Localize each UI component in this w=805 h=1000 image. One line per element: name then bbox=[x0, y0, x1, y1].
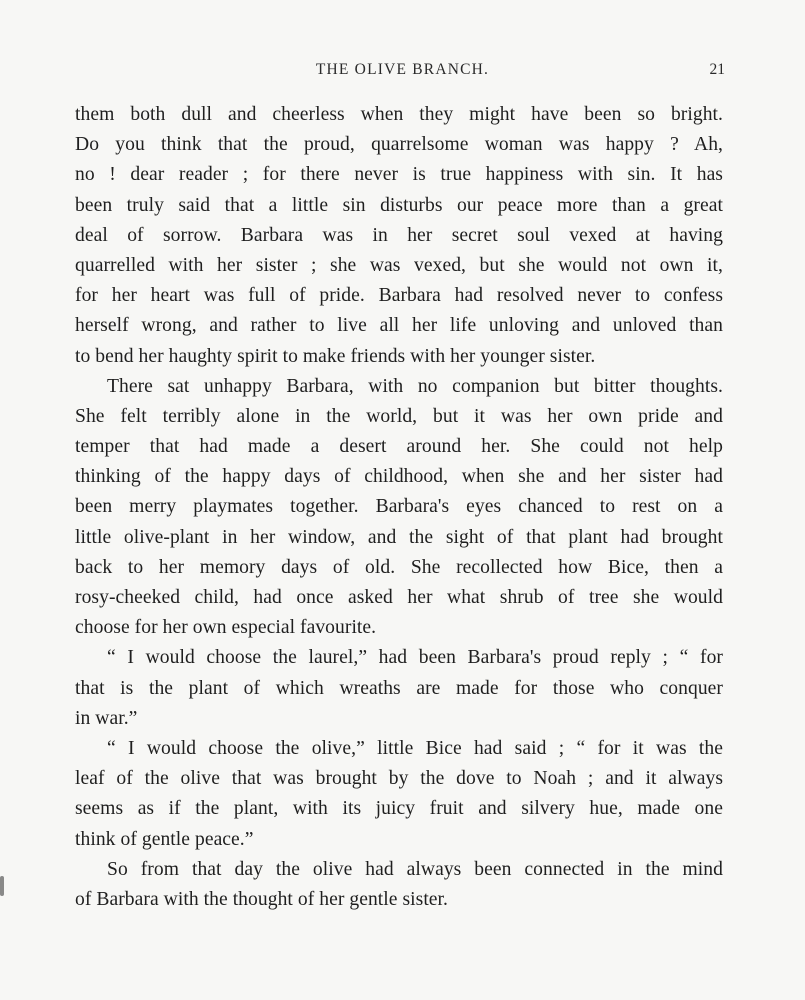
text-line: think of gentle peace.” bbox=[75, 828, 254, 850]
text-line: to bend her haughty spirit to make friends with her younger sister. bbox=[75, 345, 596, 367]
text-line: little olive-plant in her window, and the sight of that plant had brought bbox=[75, 526, 723, 548]
text-line: deal of sorrow. Barbara was in her secret soul vexed at having bbox=[75, 224, 723, 246]
text-line: leaf of the olive that was brought by the dove to Noah ; and it always bbox=[75, 768, 723, 790]
text-line: So from that day the olive had always been connected in the mind bbox=[107, 858, 723, 880]
text-line: thinking of the happy days of childhood, when she and her sister had bbox=[75, 466, 723, 488]
text-line: Do you think that the proud, quarrelsome woman was happy ? Ah, bbox=[75, 134, 723, 156]
text-line: them both dull and cheerless when they might have been so bright. bbox=[75, 104, 723, 125]
text-line: been truly said that a little sin disturbs our peace more than a great bbox=[75, 194, 723, 216]
running-head bbox=[0, 61, 805, 83]
text-line: for her heart was full of pride. Barbara had resolved never to confess bbox=[75, 285, 723, 307]
page-number: 21 bbox=[709, 61, 725, 78]
text-line: that is the plant of which wreaths are made for those who conquer bbox=[75, 677, 723, 699]
margin-smudge bbox=[0, 876, 4, 896]
text-line: She felt terribly alone in the world, but it was her own pride and bbox=[75, 405, 723, 427]
running-title: THE OLIVE BRANCH. bbox=[315, 61, 490, 78]
body-text bbox=[75, 100, 723, 915]
text-line: no ! dear reader ; for there never is true happiness with sin. It has bbox=[75, 164, 723, 186]
text-line: There sat unhappy Barbara, with no companion but bitter thoughts. bbox=[107, 375, 723, 397]
text-line: rosy-cheeked child, had once asked her what shrub of tree she would bbox=[75, 587, 723, 608]
text-line: quarrelled with her sister ; she was vexed, but she would not own it, bbox=[75, 254, 723, 276]
text-line: been merry playmates together. Barbara's eyes chanced to rest on a bbox=[75, 496, 723, 518]
text-line: “ I would choose the olive,” little Bice had said ; “ for it was the bbox=[107, 737, 723, 759]
text-line: of Barbara with the thought of her gentle sister. bbox=[75, 888, 448, 910]
text-line: temper that had made a desert around her. She could not help bbox=[75, 436, 723, 458]
text-line: in war.” bbox=[75, 707, 138, 729]
text-line: “ I would choose the laurel,” had been Barbara's proud reply ; “ for bbox=[107, 647, 723, 669]
text-line: back to her memory days of old. She recollected how Bice, then a bbox=[75, 556, 723, 578]
text-line: choose for her own especial favourite. bbox=[75, 617, 377, 639]
text-line: herself wrong, and rather to live all her life unloving and unloved than bbox=[75, 315, 723, 337]
text-line: seems as if the plant, with its juicy fruit and silvery hue, made one bbox=[75, 798, 723, 820]
